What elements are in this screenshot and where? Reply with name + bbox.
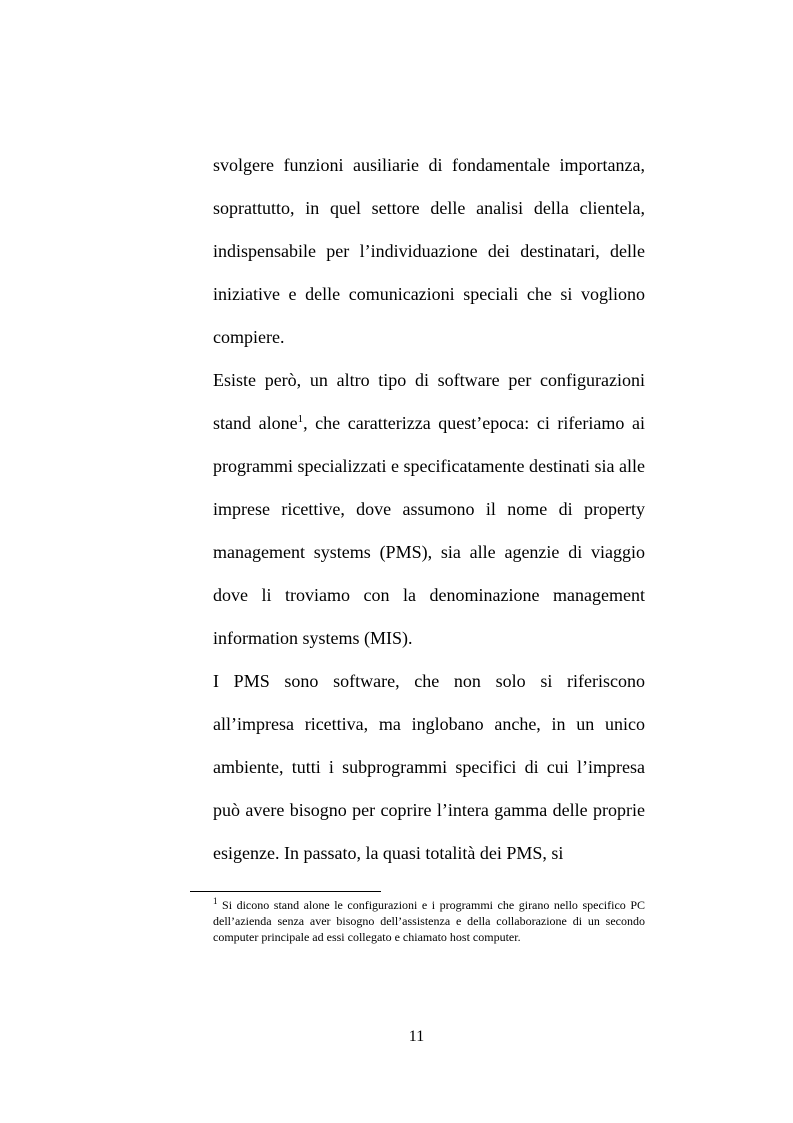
body-text — [213, 144, 645, 875]
footnote-separator — [190, 891, 381, 892]
paragraph-3: I PMS sono software, che non solo si riferiscono all’impresa ricettiva, ma inglobano anche, in un unico ambiente, tutti i subprogrammi specifici di cui l’impresa può avere bisogno per coprire l’intera gamma delle proprie esigenze. In passato, la quasi totalità dei PMS, si — [213, 671, 645, 863]
footnote-text: Si dicono stand alone le configurazioni e i programmi che girano nello specifico PC dell’azienda senza aver bisogno dell’assistenza e della collaborazione di un secondo computer principale ad essi collegato e chiamato host computer. — [213, 898, 645, 944]
footnote-marker: 1 — [213, 896, 218, 906]
paragraph-2: Esiste però, un altro tipo di software per configurazioni stand alone$^1$, che caratterizza quest’epoca: ci riferiamo ai programmi specializzati e specificatamente destinati sia alle imprese ricettive, dove assumono il nome di property management systems (PMS), sia alle agenzie di viaggio dove li troviamo con la denominazione management information systems (MIS). — [213, 370, 645, 648]
footnote — [213, 897, 645, 945]
footnote-reference[interactable]: 1 — [297, 413, 304, 425]
page-number: 11 — [408, 1028, 425, 1045]
paragraph-1: svolgere funzioni ausiliarie di fondamentale importanza, soprattutto, in quel settore delle analisi della clientela, indispensabile per l’individuazione dei destinatari, delle iniziative e delle comunicazioni speciali che si vogliono compiere. — [213, 155, 645, 347]
